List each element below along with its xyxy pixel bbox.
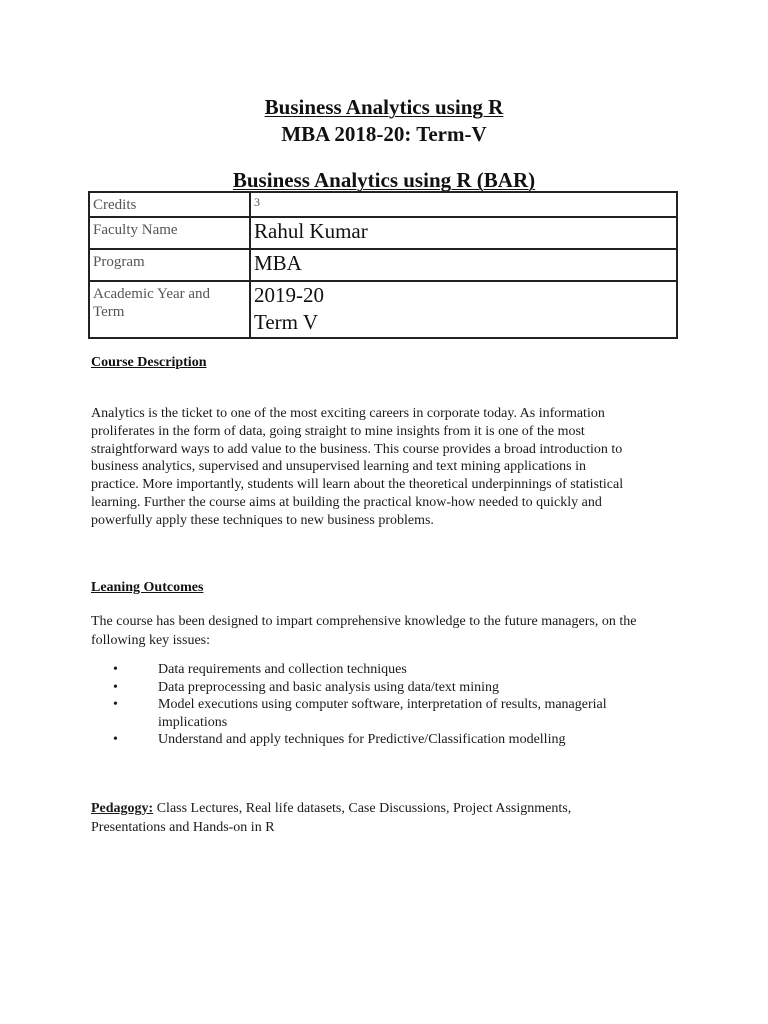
learning-outcomes-list — [91, 661, 681, 749]
course-description-text — [91, 405, 681, 530]
table-row-credits — [89, 192, 677, 217]
intro-line: The course has been designed to impart comprehensive knowledge to the future managers, on the — [91, 614, 637, 629]
faculty-label: Faculty Name — [89, 217, 250, 249]
course-code-title: Business Analytics using R (BAR) — [232, 168, 536, 192]
learning-outcomes-intro — [91, 612, 681, 650]
list-item-text: Data requirements and collection techniques — [158, 662, 407, 677]
academic-year-value-line1: 2019-20 — [254, 283, 324, 307]
description-line: learning. Further the course aims at building the practical know-how needed to quickly and — [91, 494, 602, 510]
program-value: MBA — [250, 249, 677, 281]
description-line: business analytics, supervised and unsupervised learning and text mining applications in — [91, 459, 586, 475]
credits-label: Credits — [89, 192, 250, 217]
bullet-icon: • — [113, 679, 118, 695]
program-term-title: MBA 2018-20: Term-V — [281, 122, 487, 146]
pedagogy-label: Pedagogy: — [91, 801, 154, 816]
pedagogy-section — [91, 799, 681, 837]
faculty-value: Rahul Kumar — [250, 217, 677, 249]
list-item-text: Data preprocessing and basic analysis using data/text mining — [158, 679, 499, 695]
description-line: proliferates in the form of data, going straight to mine insights from it is one of the most — [91, 423, 585, 439]
academic-year-label — [89, 281, 250, 338]
list-item-text-continued: implications — [158, 714, 228, 730]
list-item — [91, 696, 681, 731]
course-title: Business Analytics using R — [264, 95, 504, 119]
description-line: practice. More importantly, students will learn about the theoretical underpinnings of statistical — [91, 477, 624, 493]
list-item — [91, 661, 681, 679]
bullet-icon: • — [113, 662, 118, 677]
description-line: straightforward ways to add value to the business. This course provides a broad introduction to — [91, 441, 623, 457]
pedagogy-text: Class Lectures, Real life datasets, Case Discussions, Project Assignments, — [153, 801, 572, 816]
pedagogy-line — [91, 799, 681, 818]
course-description-heading: Course Description — [91, 355, 207, 370]
bullet-icon: • — [113, 732, 118, 748]
list-item — [91, 731, 681, 749]
credits-value: 3 — [250, 192, 677, 217]
academic-year-label-line1: Academic Year and — [93, 286, 211, 302]
pedagogy-text-continued: Presentations and Hands-on in R — [91, 820, 275, 835]
learning-outcomes-heading: Leaning Outcomes — [91, 580, 204, 595]
course-info-table — [88, 191, 678, 339]
list-item-text: Model executions using computer software, interpretation of results, managerial — [158, 697, 607, 713]
table-row-faculty — [89, 217, 677, 249]
description-line: powerfully apply these techniques to new business problems. — [91, 512, 434, 528]
description-line: Analytics is the ticket to one of the most exciting careers in corporate today. As information — [91, 406, 605, 421]
intro-line: following key issues: — [91, 633, 210, 648]
academic-year-value — [250, 281, 677, 338]
list-item-text: Understand and apply techniques for Predictive/Classification modelling — [158, 732, 566, 748]
table-row-program — [89, 249, 677, 281]
table-row-academic-year — [89, 281, 677, 338]
list-item — [91, 679, 681, 697]
bullet-icon: • — [113, 697, 118, 713]
program-label: Program — [89, 249, 250, 281]
academic-year-label-line2: Term — [93, 304, 125, 320]
academic-year-value-line2: Term V — [254, 310, 319, 334]
